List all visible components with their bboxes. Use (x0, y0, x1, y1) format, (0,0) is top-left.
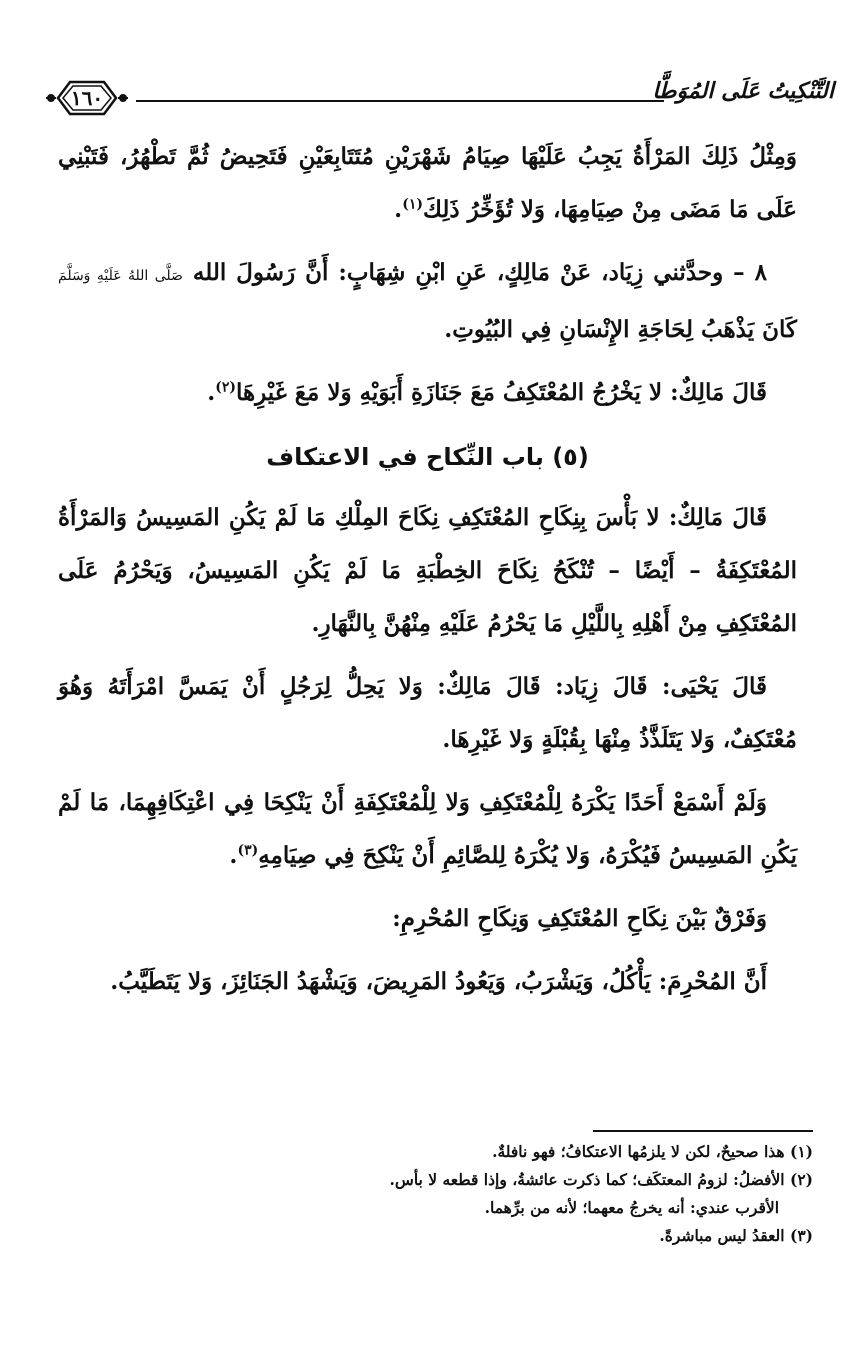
footnote-3: (٣) العقدُ ليس مباشرةً. (659, 1226, 813, 1245)
footnote-ref-3: (٣) (237, 842, 259, 859)
paragraph-text: كَانَ يَذْهَبُ لِحَاجَةِ الإِنْسَانِ فِي البُيُوتِ. (444, 316, 797, 343)
paragraph-text: ٨ – وحدَّثني زِيَاد، عَنْ مَالِكٍ، عَنِ ابْنِ شِهَابٍ: أَنَّ رَسُولَ الله (192, 259, 768, 286)
header-rule (136, 100, 664, 102)
paragraph-1 (58, 130, 797, 236)
footnote-ref-1: (١) (402, 196, 423, 213)
paragraph-5: قَالَ يَحْيَى: قَالَ زِيَاد: قَالَ مَالِكٌ: وَلا يَحِلُّ لِرَجُلٍ أَنْ يَمَسَّ امْرَأَتَهُ وَهُوَ مُعْتَكِفٌ، وَلا يَتَلَذَّذُ مِنْهَا بِقُبْلَةٍ وَلا غَيْرِهَا. (58, 673, 797, 753)
footnotes (58, 1130, 813, 1250)
paragraph-2-hadith (58, 246, 797, 356)
section-heading: (٥) باب النِّكاح في الاعتكاف (266, 443, 589, 471)
footnote-2: (٢) الأفضلُ: لزومُ المعتكَف؛ كما ذكرت عائشةُ، وإذا قطعه لا بأس. (389, 1170, 813, 1189)
paragraph-3 (58, 366, 797, 419)
paragraph-text: وَمِثْلُ ذَلِكَ المَرْأَةُ يَجِبُ عَلَيْهَا صِيَامُ شَهْرَيْنِ مُتَتَابِعَيْنِ فَتَحِيضُ ثُمَّ تَطْهُرُ، فَتَبْنِي عَلَى مَا مَضَى مِنْ صِيَامِهَا، وَلا تُؤَخِّرُ ذَلِكَ (58, 143, 797, 223)
footnote-ref-2: (٢) (215, 379, 236, 396)
paragraph-text: وَلَمْ أَسْمَعْ أَحَدًا يَكْرَهُ لِلْمُعْتَكِفِ وَلا لِلْمُعْتَكِفَةِ أَنْ يَنْكِحَا فِي اعْتِكَافِهِمَا، مَا لَمْ يَكُنِ المَسِيسُ فَيُكْرَهُ، وَلا يُكْرَهُ لِلصَّائِمِ أَنْ يَنْكِحَ فِي صِيَامِهِ (58, 789, 797, 869)
page-header (44, 76, 834, 124)
paragraph-8: أَنَّ المُحْرِمَ: يَأْكُلُ، وَيَشْرَبُ، وَيَعُودُ المَرِيضَ، وَيَشْهَدُ الجَنَائِزَ، وَلا يَتَطَيَّبُ. (110, 968, 767, 995)
paragraph-tail: . (394, 196, 403, 223)
paragraph-4: قَالَ مَالِكٌ: لا بَأْسَ بِنِكَاحِ المُعْتَكِفِ نِكَاحَ المِلْكِ مَا لَمْ يَكُنِ المَسِيسُ وَالمَرْأَةُ المُعْتَكِفَةُ – أَيْضًا – تُنْكَحُ نِكَاحَ الخِطْبَةِ مَا لَمْ يَكُنِ المَسِيسُ، وَيَحْرُمُ عَلَى المُعْتَكِفِ مِنْ أَهْلِهِ بِاللَّيْلِ مَا يَحْرُمُ عَلَيْهِ مِنْهُنَّ بِالنَّهَارِ. (58, 504, 797, 637)
footnote-1: (١) هذا صحيحٌ، لكن لا يلزمُها الاعتكافُ؛ فهو نافلةٌ. (492, 1142, 813, 1161)
paragraph-6 (58, 776, 797, 882)
paragraph-tail: . (229, 842, 238, 869)
footnote-2-continuation: الأقرب عندي: أنه يخرجُ معهما؛ لأنه من برِّهما. (484, 1198, 779, 1217)
main-text (58, 130, 797, 1008)
page-number-ornament (44, 76, 130, 120)
paragraph-text: قَالَ مَالِكٌ: لا يَخْرُجُ المُعْتَكِفُ مَعَ جَنَازَةِ أَبَوَيْهِ وَلا مَعَ غَيْرِهَا (235, 379, 767, 406)
paragraph-7: وَفَرْقٌ بَيْنَ نِكَاحِ المُعْتَكِفِ وَنِكَاحِ المُحْرِمِ: (392, 905, 767, 932)
book-title: التَّنْكِيتُ عَلَى المُوَطَّا (652, 78, 834, 104)
paragraph-tail: . (207, 379, 216, 406)
page-number: ١٦٠ (70, 86, 104, 110)
footnote-rule (593, 1130, 813, 1132)
honorific-glyph: صَلَّى اللهُ عَلَيْهِ وَسَلَّمَ (58, 268, 183, 284)
